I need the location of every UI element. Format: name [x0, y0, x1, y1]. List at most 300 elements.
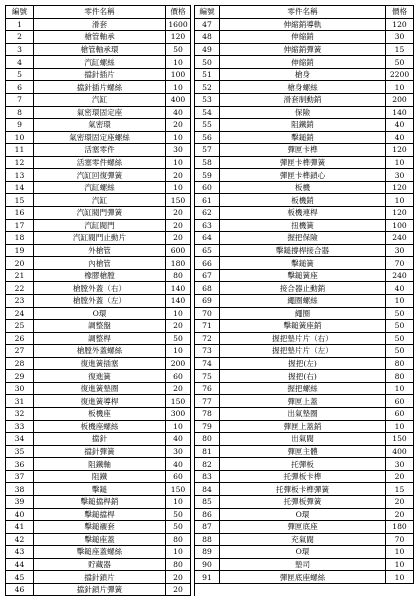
right-part-number: 64: [195, 232, 220, 245]
left-part-number: 41: [6, 521, 34, 534]
right-part-price: 15: [386, 483, 414, 496]
table-row: [6, 219, 414, 232]
table-row: [6, 282, 414, 295]
table-row: [6, 68, 414, 81]
right-part-number: 65: [195, 244, 220, 257]
left-part-price: 80: [166, 269, 191, 282]
left-part-name: 氣密環: [34, 119, 166, 132]
right-part-number: 61: [195, 194, 220, 207]
left-part-price: 60: [166, 470, 191, 483]
left-part-price: 120: [166, 31, 191, 44]
right-part-name: 繩圈: [220, 307, 386, 320]
right-part-name: 握把(右): [220, 370, 386, 383]
right-part-name: 彈匣上蓋: [220, 395, 386, 408]
left-part-name: 阻鐵軸: [34, 458, 166, 471]
left-part-price: 20: [166, 232, 191, 245]
left-part-name: 復進簧: [34, 370, 166, 383]
parts-price-table: [5, 5, 414, 596]
right-part-number: 91: [195, 571, 220, 584]
left-part-price: 140: [166, 282, 191, 295]
right-part-number: 57: [195, 144, 220, 157]
left-part-name: 擊鎚座蓋: [34, 533, 166, 546]
right-part-price: 40: [386, 119, 414, 132]
right-part-number: 85: [195, 495, 220, 508]
left-part-number: 17: [6, 219, 34, 232]
parts-price-sheet: [5, 5, 413, 596]
left-part-name: 擊鎚: [34, 483, 166, 496]
left-part-name: 復進簧墊圈: [34, 382, 166, 395]
left-part-number: 33: [6, 420, 34, 433]
right-part-number: 72: [195, 332, 220, 345]
left-part-price: 20: [166, 382, 191, 395]
left-part-price: 1600: [166, 18, 191, 31]
header-number-right: 編號: [195, 6, 220, 19]
table-row: [6, 533, 414, 546]
left-part-price: 600: [166, 244, 191, 257]
right-part-price: 50: [386, 332, 414, 345]
right-part-number: 82: [195, 458, 220, 471]
table-row: [6, 244, 414, 257]
left-part-name: 板機座: [34, 408, 166, 421]
left-part-name: 槍膛外蓋（左）: [34, 294, 166, 307]
left-part-number: 9: [6, 119, 34, 132]
left-part-number: 43: [6, 546, 34, 559]
right-part-price: 80: [386, 370, 414, 383]
right-part-number: 80: [195, 433, 220, 446]
left-part-name: 擊鎚擋桿銷: [34, 495, 166, 508]
right-part-name: 板機連桿: [220, 207, 386, 220]
right-part-name: 托彈板: [220, 458, 386, 471]
right-part-number: 66: [195, 257, 220, 270]
right-part-number: 77: [195, 395, 220, 408]
right-part-price: 50: [386, 320, 414, 333]
right-part-price: 150: [386, 433, 414, 446]
left-part-price: 140: [166, 294, 191, 307]
right-part-name: 握把螺絲: [220, 382, 386, 395]
right-part-number: 54: [195, 106, 220, 119]
left-part-price: 400: [166, 93, 191, 106]
right-part-number: 59: [195, 169, 220, 182]
right-part-name: 板機銷: [220, 194, 386, 207]
left-part-price: 150: [166, 194, 191, 207]
right-part-price: 20: [386, 495, 414, 508]
right-part-name: 出氣閥: [220, 433, 386, 446]
left-part-price: 10: [166, 307, 191, 320]
left-part-price: 100: [166, 68, 191, 81]
left-part-price: 50: [166, 521, 191, 534]
table-row: [6, 558, 414, 571]
table-row: [6, 194, 414, 207]
header-number-left: 編號: [6, 6, 34, 19]
right-part-name: 托彈板彈簧: [220, 495, 386, 508]
header-row: [6, 6, 414, 19]
right-part-number: 88: [195, 533, 220, 546]
right-part-number: 52: [195, 81, 220, 94]
left-part-number: 8: [6, 106, 34, 119]
left-part-number: 31: [6, 395, 34, 408]
right-part-number: 60: [195, 181, 220, 194]
left-part-price: 10: [166, 345, 191, 358]
right-part-number: [195, 583, 220, 596]
left-part-number: 27: [6, 345, 34, 358]
right-part-name: 擊鎚簧座銷: [220, 320, 386, 333]
right-part-price: 30: [386, 244, 414, 257]
right-part-name: 握把保險: [220, 232, 386, 245]
left-part-name: 擊鎚襯套: [34, 521, 166, 534]
left-part-name: 汽缸閥門彈簧: [34, 207, 166, 220]
right-part-price: 10: [386, 156, 414, 169]
table-row: [6, 81, 414, 94]
left-part-name: 擋針: [34, 433, 166, 446]
right-part-number: 62: [195, 207, 220, 220]
right-part-price: 10: [386, 382, 414, 395]
left-part-name: 調整盤: [34, 320, 166, 333]
left-part-number: 45: [6, 571, 34, 584]
right-part-name: 擊鎚銷: [220, 131, 386, 144]
right-part-price: 240: [386, 232, 414, 245]
table-row: [6, 156, 414, 169]
right-part-name: 彈匣底座: [220, 521, 386, 534]
left-part-name: 外槍管: [34, 244, 166, 257]
right-part-name: 彈匣卡榫鎖心: [220, 169, 386, 182]
right-part-number: 53: [195, 93, 220, 106]
right-part-number: 89: [195, 546, 220, 559]
right-part-number: 74: [195, 357, 220, 370]
table-row: [6, 144, 414, 157]
right-part-name: 握把墊片片（左）: [220, 345, 386, 358]
right-part-price: 40: [386, 282, 414, 295]
left-part-number: 30: [6, 382, 34, 395]
left-part-number: 22: [6, 282, 34, 295]
right-part-price: 50: [386, 56, 414, 69]
right-part-name: 接合器止動銷: [220, 282, 386, 295]
right-part-number: 47: [195, 18, 220, 31]
table-row: [6, 43, 414, 56]
left-part-number: 44: [6, 558, 34, 571]
right-part-price: 10: [386, 294, 414, 307]
left-part-price: 10: [166, 181, 191, 194]
right-part-price: 120: [386, 144, 414, 157]
left-part-number: 10: [6, 131, 34, 144]
right-part-price: 80: [386, 357, 414, 370]
right-part-number: 67: [195, 269, 220, 282]
left-part-name: 汽缸: [34, 194, 166, 207]
table-row: [6, 546, 414, 559]
right-part-price: 30: [386, 31, 414, 44]
right-part-price: 120: [386, 207, 414, 220]
left-part-name: 復進簧插塞: [34, 357, 166, 370]
right-part-number: 56: [195, 131, 220, 144]
left-part-price: 50: [166, 332, 191, 345]
table-row: [6, 345, 414, 358]
right-part-name: O環: [220, 546, 386, 559]
right-part-name: 擊鎚撐桿接合器: [220, 244, 386, 257]
right-part-name: 出氣墊圈: [220, 408, 386, 421]
right-part-price: 120: [386, 18, 414, 31]
left-part-price: 80: [166, 558, 191, 571]
table-row: [6, 408, 414, 421]
right-part-name: 彈匣主體: [220, 445, 386, 458]
right-part-price: 70: [386, 533, 414, 546]
table-row: [6, 232, 414, 245]
left-part-price: 20: [166, 207, 191, 220]
right-part-name: 滑套制動銷: [220, 93, 386, 106]
left-part-price: 60: [166, 370, 191, 383]
right-part-price: 15: [386, 43, 414, 56]
table-row: [6, 332, 414, 345]
right-part-number: 55: [195, 119, 220, 132]
left-part-name: 阻鐵: [34, 470, 166, 483]
table-row: [6, 483, 414, 496]
table-row: [6, 294, 414, 307]
left-part-number: 16: [6, 207, 34, 220]
left-part-name: 擋針鎖片: [34, 571, 166, 584]
left-part-price: 10: [166, 420, 191, 433]
right-part-name: 彈匣卡榫彈簧: [220, 156, 386, 169]
table-row: [6, 433, 414, 446]
table-row: [6, 571, 414, 584]
table-row: [6, 269, 414, 282]
right-part-name: 伸縮銷: [220, 31, 386, 44]
right-part-number: 49: [195, 43, 220, 56]
right-part-price: 10: [386, 546, 414, 559]
left-part-name: 擋針鎖片彈簧: [34, 583, 166, 596]
left-part-name: 板機座螺絲: [34, 420, 166, 433]
right-part-price: 10: [386, 81, 414, 94]
left-part-price: 30: [166, 144, 191, 157]
left-part-number: 5: [6, 68, 34, 81]
left-part-number: 12: [6, 156, 34, 169]
right-part-number: 90: [195, 558, 220, 571]
right-part-price: 20: [386, 470, 414, 483]
right-part-price: 40: [386, 131, 414, 144]
right-part-price: 10: [386, 420, 414, 433]
parts-rows: [6, 18, 414, 596]
right-part-name: 彈匣上蓋銷: [220, 420, 386, 433]
right-part-number: 70: [195, 307, 220, 320]
right-part-number: 79: [195, 420, 220, 433]
left-part-price: 10: [166, 546, 191, 559]
right-part-price: 2200: [386, 68, 414, 81]
left-part-number: 23: [6, 294, 34, 307]
right-part-price: 120: [386, 181, 414, 194]
right-part-name: [220, 583, 386, 596]
left-part-name: 滑套: [34, 18, 166, 31]
left-part-name: 擋針插片: [34, 68, 166, 81]
right-part-number: 73: [195, 345, 220, 358]
table-row: [6, 357, 414, 370]
table-row: [6, 93, 414, 106]
left-part-name: 橡膠槍膛: [34, 269, 166, 282]
left-part-name: 擋針插片螺絲: [34, 81, 166, 94]
right-part-name: 繩圈螺絲: [220, 294, 386, 307]
left-part-number: 32: [6, 408, 34, 421]
left-part-price: 30: [166, 445, 191, 458]
left-part-name: 氣密環固定座: [34, 106, 166, 119]
right-part-price: 200: [386, 93, 414, 106]
left-part-price: 300: [166, 408, 191, 421]
table-row: [6, 382, 414, 395]
left-part-price: 20: [166, 583, 191, 596]
right-part-number: 69: [195, 294, 220, 307]
left-part-number: 14: [6, 181, 34, 194]
right-part-price: 60: [386, 408, 414, 421]
left-part-name: 擊鎚座蓋螺絲: [34, 546, 166, 559]
table-row: [6, 169, 414, 182]
left-part-number: 42: [6, 533, 34, 546]
right-part-number: 83: [195, 470, 220, 483]
left-part-name: 汽缸螺絲: [34, 56, 166, 69]
table-row: [6, 257, 414, 270]
right-part-price: 30: [386, 169, 414, 182]
left-part-price: 20: [166, 169, 191, 182]
left-part-price: 40: [166, 433, 191, 446]
right-part-number: 63: [195, 219, 220, 232]
left-part-name: 槍管軸承: [34, 31, 166, 44]
right-part-name: 伸縮銷彈簧: [220, 43, 386, 56]
right-part-name: 伸縮銷導軌: [220, 18, 386, 31]
table-row: [6, 470, 414, 483]
left-part-price: 200: [166, 357, 191, 370]
right-part-price: 10: [386, 194, 414, 207]
left-part-number: 6: [6, 81, 34, 94]
left-part-name: 擋針彈簧: [34, 445, 166, 458]
right-part-price: 50: [386, 345, 414, 358]
left-part-price: 20: [166, 571, 191, 584]
right-part-price: 20: [386, 508, 414, 521]
right-part-name: 板機: [220, 181, 386, 194]
left-part-name: 擊鎚擋桿: [34, 508, 166, 521]
right-part-number: 75: [195, 370, 220, 383]
right-part-price: [386, 583, 414, 596]
right-part-name: 擊鎚簧座: [220, 269, 386, 282]
left-part-name: 槍膛外蓋螺絲: [34, 345, 166, 358]
left-part-name: 汽缸回復彈簧: [34, 169, 166, 182]
right-part-name: 握把(左): [220, 357, 386, 370]
right-part-number: 84: [195, 483, 220, 496]
table-row: [6, 31, 414, 44]
right-part-name: 槍身螺絲: [220, 81, 386, 94]
left-part-number: 24: [6, 307, 34, 320]
left-part-number: 38: [6, 483, 34, 496]
left-part-number: 19: [6, 244, 34, 257]
header-part-name-right: 零件名稱: [220, 6, 386, 19]
left-part-name: O環: [34, 307, 166, 320]
right-part-price: 30: [386, 458, 414, 471]
left-part-price: 40: [166, 458, 191, 471]
right-part-name: 握把墊片片（右）: [220, 332, 386, 345]
left-part-name: 汽缸閥門止動片: [34, 232, 166, 245]
left-part-number: 40: [6, 508, 34, 521]
right-part-name: 阻鐵銷: [220, 119, 386, 132]
left-part-price: 50: [166, 508, 191, 521]
left-part-name: 復進簧導桿: [34, 395, 166, 408]
right-part-name: 充氣閥: [220, 533, 386, 546]
left-part-number: 46: [6, 583, 34, 596]
right-part-number: 51: [195, 68, 220, 81]
right-part-name: 墊司: [220, 558, 386, 571]
left-part-price: 50: [166, 43, 191, 56]
left-part-price: 20: [166, 320, 191, 333]
right-part-price: 10: [386, 571, 414, 584]
left-part-number: 1: [6, 18, 34, 31]
left-part-price: 10: [166, 81, 191, 94]
left-part-name: 活塞零件螺絲: [34, 156, 166, 169]
table-row: [6, 207, 414, 220]
table-row: [6, 131, 414, 144]
left-part-number: 28: [6, 357, 34, 370]
table-row: [6, 395, 414, 408]
left-part-name: 內槍管: [34, 257, 166, 270]
right-part-price: 400: [386, 445, 414, 458]
left-part-name: 汽缸: [34, 93, 166, 106]
table-row: [6, 320, 414, 333]
right-part-price: 140: [386, 106, 414, 119]
left-part-price: 150: [166, 483, 191, 496]
left-part-number: 34: [6, 433, 34, 446]
right-part-number: 87: [195, 521, 220, 534]
table-row: [6, 307, 414, 320]
left-part-price: 150: [166, 395, 191, 408]
right-part-number: 50: [195, 56, 220, 69]
table-row: [6, 370, 414, 383]
right-part-name: 扭機簧: [220, 219, 386, 232]
right-part-number: 71: [195, 320, 220, 333]
left-part-name: 氣密環固定座螺絲: [34, 131, 166, 144]
left-part-number: 18: [6, 232, 34, 245]
left-part-name: 槍管軸承環: [34, 43, 166, 56]
left-part-price: 10: [166, 156, 191, 169]
left-part-number: 13: [6, 169, 34, 182]
table-row: [6, 420, 414, 433]
left-part-number: 37: [6, 470, 34, 483]
right-part-price: 180: [386, 521, 414, 534]
table-row: [6, 495, 414, 508]
left-part-price: 10: [166, 56, 191, 69]
left-part-number: 15: [6, 194, 34, 207]
left-part-name: 調整桿: [34, 332, 166, 345]
left-part-number: 39: [6, 495, 34, 508]
right-part-number: 78: [195, 408, 220, 421]
left-part-number: 2: [6, 31, 34, 44]
left-part-number: 36: [6, 458, 34, 471]
left-part-number: 26: [6, 332, 34, 345]
left-part-price: 20: [166, 119, 191, 132]
right-part-name: 伸縮銷: [220, 56, 386, 69]
left-part-number: 11: [6, 144, 34, 157]
left-part-price: 40: [166, 106, 191, 119]
right-part-price: 240: [386, 269, 414, 282]
right-part-price: 50: [386, 307, 414, 320]
table-row: [6, 583, 414, 596]
table-row: [6, 18, 414, 31]
left-part-number: 7: [6, 93, 34, 106]
left-part-price: 20: [166, 219, 191, 232]
header-price-left: 價格: [166, 6, 191, 19]
right-part-number: 48: [195, 31, 220, 44]
table-row: [6, 445, 414, 458]
left-part-number: 21: [6, 269, 34, 282]
table-row: [6, 56, 414, 69]
table-row: [6, 119, 414, 132]
right-part-number: 81: [195, 445, 220, 458]
table-row: [6, 458, 414, 471]
left-part-number: 20: [6, 257, 34, 270]
right-part-number: 76: [195, 382, 220, 395]
left-part-number: 29: [6, 370, 34, 383]
left-part-name: 汽缸螺絲: [34, 181, 166, 194]
left-part-number: 25: [6, 320, 34, 333]
